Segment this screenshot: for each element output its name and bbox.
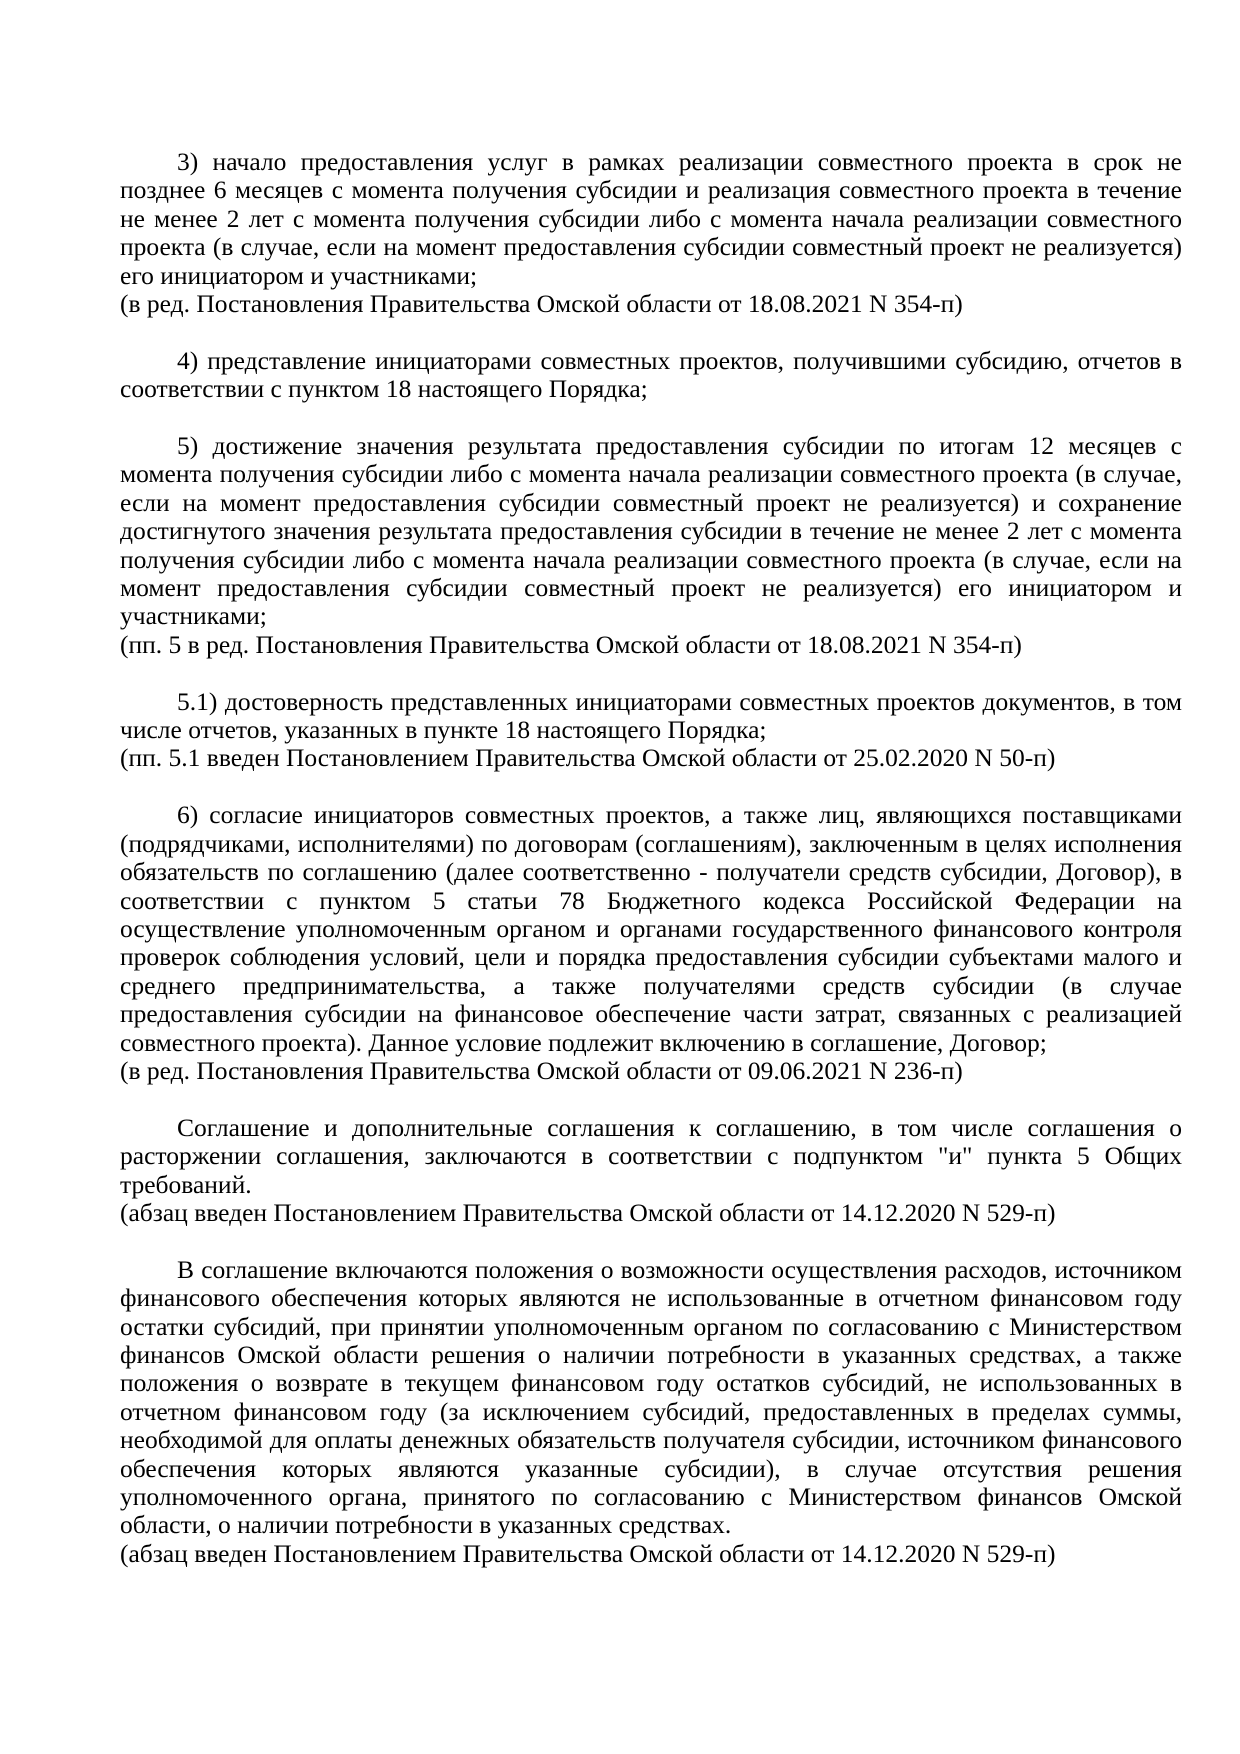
- residual-subsidies-paragraph-text: В соглашение включаются положения о возможности осуществления расходов, источником финансового обеспечения которых являются не использованные в отчетном финансовом году остатки субсидий, при принятии уполномоченным органом по согласованию с Министерством финансов Омской области решения о наличии потребности в указанных средствах, а также положения о возврате в текущем финансовом году остатков субсидий, не использованных в отчетном финансовом году (за исключением субсидий, предоставленных в пределах суммы, необходимой для оплаты денежных обязательств получателя субсидии, источником финансового обеспечения которых являются указанные субсидии), в случае отсутствия решения уполномоченного органа, принятого по согласованию с Министерством финансов Омской области, о наличии потребности в указанных средствах.: [120, 1254, 1182, 1540]
- clause-5-1-amendment-note: (пп. 5.1 введен Постановлением Правительства Омской области от 25.02.2020 N 50-п): [120, 743, 1056, 773]
- clause-5-text: 5) достижение значения результата предоставления субсидии по итогам 12 месяцев с момента получения субсидии либо с момента начала реализации совместного проекта (в случае, если на момент предоставления субсидии совместный проект не реализуется) и сохранение достигнутого значения результата предоставления субсидии в течение не менее 2 лет с момента получения субсидии либо с момента начала реализации совместного проекта (в случае, если на момент предоставления субсидии совместный проект не реализуется) его инициатором и участниками;: [120, 431, 1182, 631]
- agreement-paragraph-text: Соглашение и дополнительные соглашения к соглашению, в том числе соглашения о расторжении соглашения, заключаются в соответствии с подпунктом "и" пункта 5 Общих требований.: [120, 1112, 1182, 1199]
- clause-4-text: 4) представление инициаторами совместных проектов, получившими субсидию, отчетов в соответствии с пунктом 18 настоящего Порядка;: [120, 345, 1182, 404]
- residual-subsidies-paragraph-amendment-note: (абзац введен Постановлением Правительства Омской области от 14.12.2020 N 529-п): [120, 1538, 1056, 1568]
- agreement-paragraph: [120, 1114, 1182, 1228]
- clause-5-amendment-note: (пп. 5 в ред. Постановления Правительства Омской области от 18.08.2021 N 354-п): [120, 629, 1022, 659]
- clause-5-1-text: 5.1) достоверность представленных инициаторами совместных проектов документов, в том числе отчетов, указанных в пункте 18 настоящего Порядка;: [120, 686, 1182, 745]
- clause-5: [120, 432, 1182, 659]
- clause-3: [120, 148, 1182, 318]
- clause-6-text: 6) согласие инициаторов совместных проектов, а также лиц, являющихся поставщиками (подрядчиками, исполнителями) по договорам (соглашениям), заключенным в целях исполнения обязательств по соглашению (далее соответственно - получатели средств субсидии, Договор), в соответствии с пунктом 5 статьи 78 Бюджетного кодекса Российской Федерации на осуществление уполномоченным органом и органами государственного финансового контроля проверок соблюдения условий, цели и порядка предоставления субсидии субъектами малого и среднего предпринимательства, а также получателями средств субсидии (в случае предоставления субсидии на финансовое обеспечение части затрат, связанных с реализацией совместного проекта). Данное условие подлежит включению в соглашение, Договор;: [120, 800, 1182, 1057]
- agreement-paragraph-amendment-note: (абзац введен Постановлением Правительства Омской области от 14.12.2020 N 529-п): [120, 1197, 1056, 1227]
- clause-6: [120, 801, 1182, 1085]
- clause-3-text: 3) начало предоставления услуг в рамках реализации совместного проекта в срок не позднее 6 месяцев с момента получения субсидии и реализация совместного проекта в течение не менее 2 лет с момента получения субсидии либо с момента начала реализации совместного проекта (в случае, если на момент предоставления субсидии совместный проект не реализуется) его инициатором и участниками;: [120, 147, 1182, 290]
- residual-subsidies-paragraph: [120, 1256, 1182, 1568]
- clause-5-1: [120, 688, 1182, 773]
- clause-4: [120, 347, 1182, 404]
- clause-6-amendment-note: (в ред. Постановления Правительства Омской области от 09.06.2021 N 236-п): [120, 1055, 963, 1085]
- clause-3-amendment-note: (в ред. Постановления Правительства Омской области от 18.08.2021 N 354-п): [120, 289, 963, 319]
- document-page: [120, 148, 1182, 1568]
